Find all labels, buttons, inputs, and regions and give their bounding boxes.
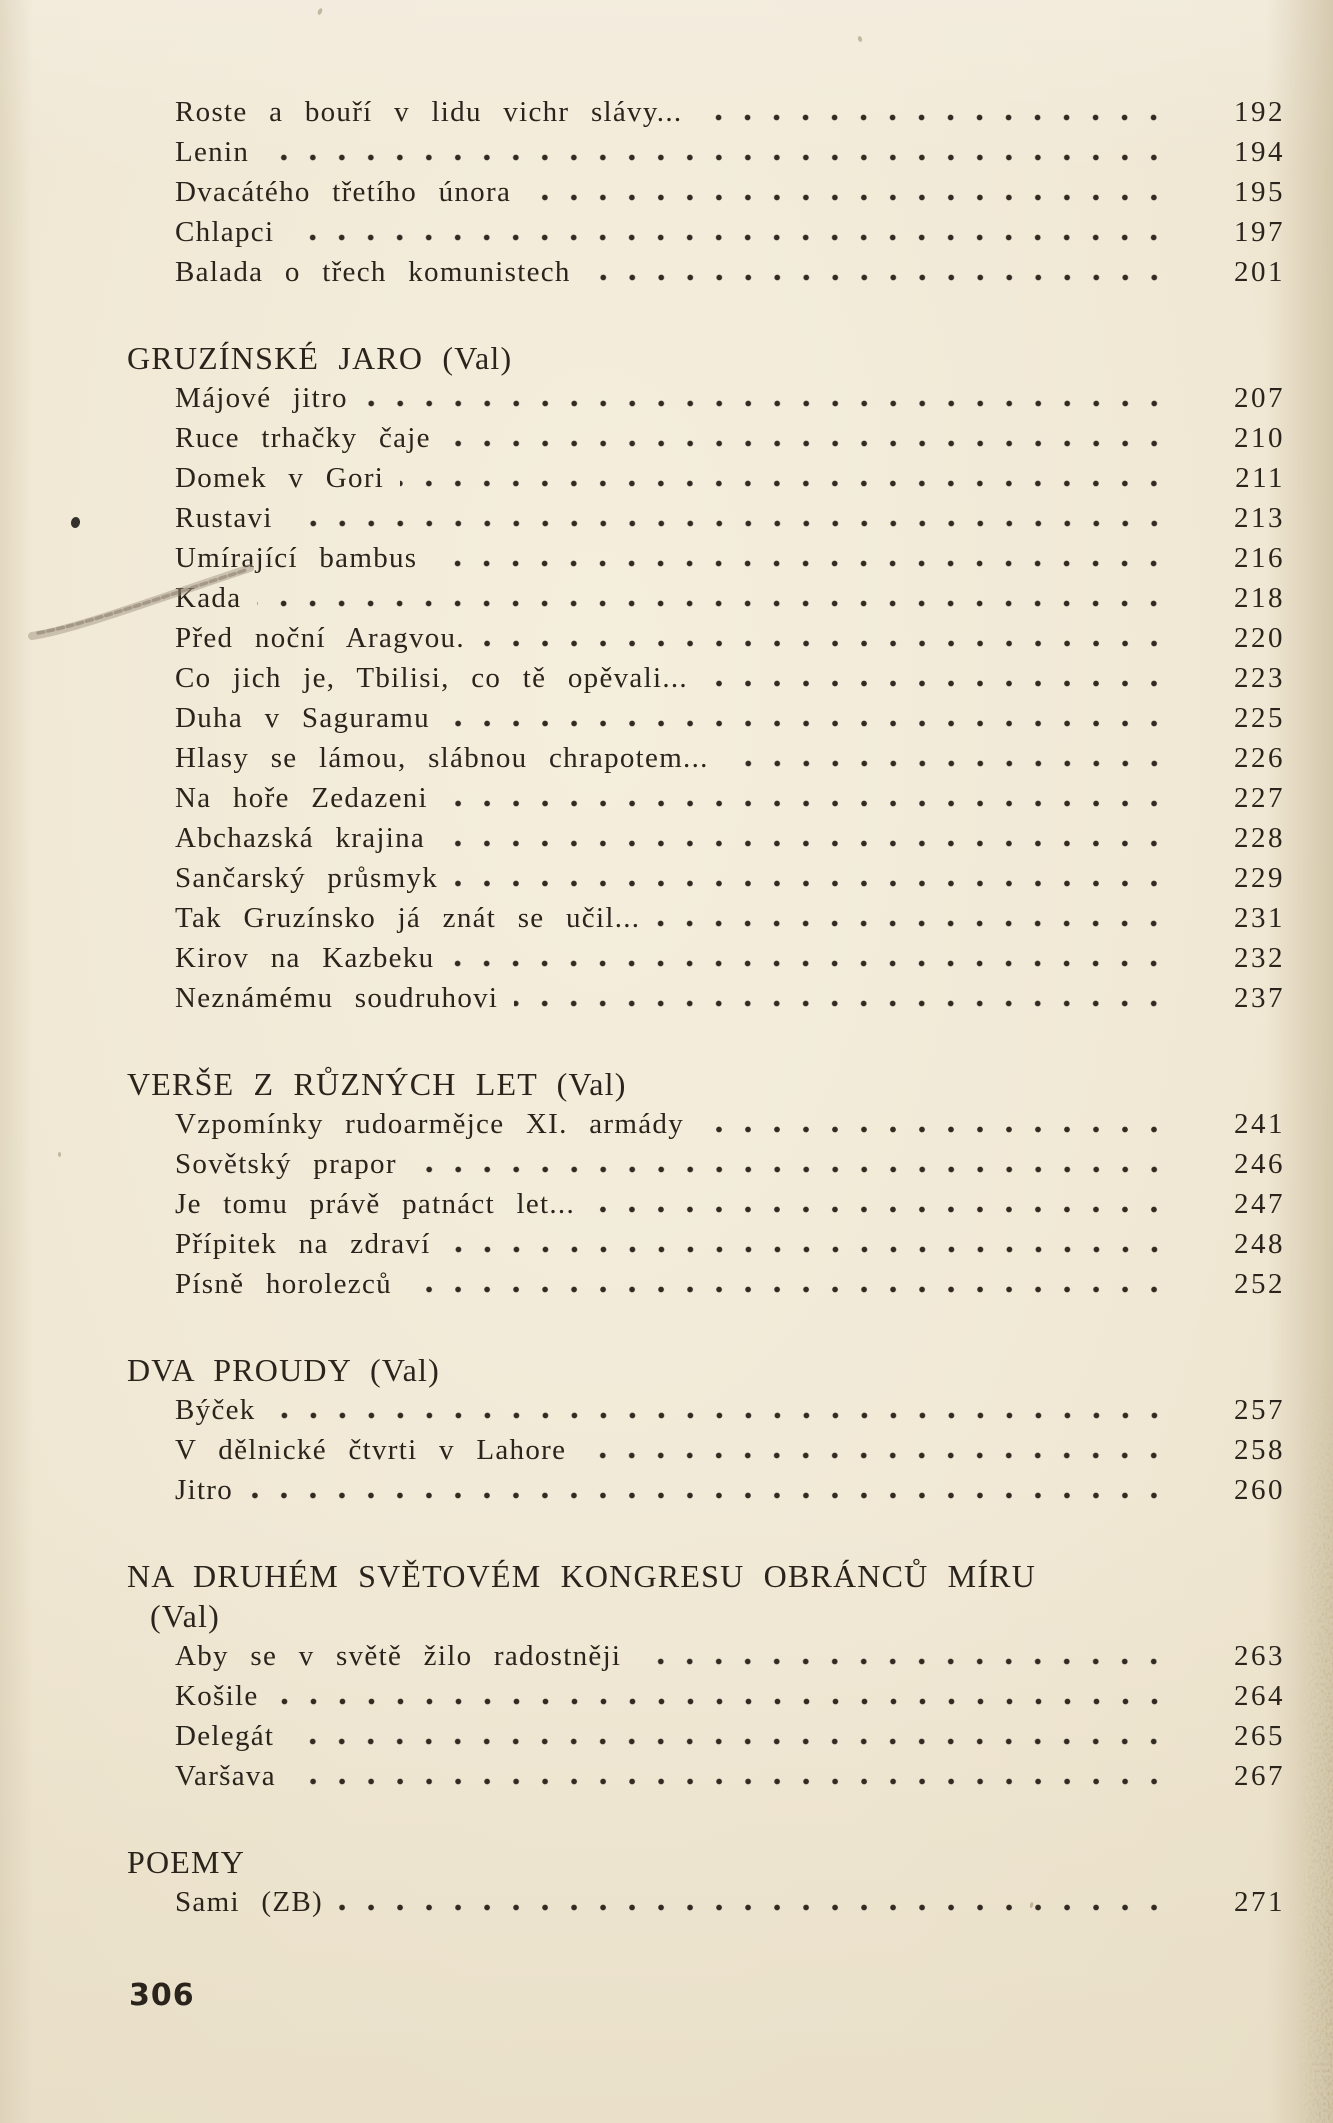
- dot-leader: [514, 1000, 1179, 1007]
- toc-entry-page: 210: [1234, 422, 1285, 454]
- dot-leader: [582, 1452, 1179, 1459]
- dot-leader: [704, 680, 1179, 687]
- toc-entry-title: Dvacátého třetího února: [175, 176, 512, 208]
- toc-entry: [175, 858, 1285, 898]
- toc-entry-title: Lenin: [175, 136, 250, 168]
- dot-leader: [444, 800, 1179, 807]
- section-heading: POEMY: [127, 1844, 246, 1880]
- toc-entry-page: 192: [1234, 96, 1285, 128]
- dot-leader: [364, 400, 1179, 407]
- toc-entry-title: Býček: [175, 1394, 256, 1426]
- toc-entry-page: 248: [1234, 1228, 1285, 1260]
- toc-entry-title: Je tomu právě patnáct let...: [175, 1188, 576, 1220]
- toc-entry: [175, 778, 1285, 818]
- toc-entry-page: 258: [1234, 1434, 1285, 1466]
- toc-section: [127, 1350, 1285, 1510]
- toc-entry-title: Umírající bambus: [175, 542, 418, 574]
- dot-leader: [481, 640, 1179, 647]
- toc-entry-title: Jitro: [175, 1474, 234, 1506]
- toc-entry-title: V dělnické čtvrti v Lahore: [175, 1434, 567, 1466]
- toc-entry-title: Přípitek na zdraví: [175, 1228, 431, 1260]
- toc-entry-page: 211: [1235, 462, 1285, 494]
- toc-entry-title: Ruce trhačky čaje: [175, 422, 431, 454]
- toc-entry: [175, 1636, 1285, 1676]
- toc-entry-page: 267: [1234, 1760, 1285, 1792]
- dot-leader: [591, 1206, 1179, 1213]
- toc-entry: [175, 458, 1285, 498]
- toc-entry-page: 237: [1234, 982, 1285, 1014]
- toc-entry-page: 216: [1234, 542, 1285, 574]
- toc-entry-title: Roste a bouří v lidu vichr slávy...: [175, 96, 683, 128]
- toc-entry-title: Sančarský průsmyk: [175, 862, 439, 894]
- dot-leader: [265, 154, 1179, 161]
- dot-leader: [275, 1698, 1179, 1705]
- toc-entry: [175, 1882, 1285, 1922]
- toc-section: [127, 338, 1285, 1018]
- section-heading: NA DRUHÉM SVĚTOVÉM KONGRESU OBRÁNCŮ MÍRU: [127, 1558, 1037, 1594]
- toc-entry-title: Rustavi: [175, 502, 273, 534]
- toc-entry: [175, 498, 1285, 538]
- toc-entry: [175, 1756, 1285, 1796]
- toc-entry-title: Balada o třech komunistech: [175, 256, 571, 288]
- toc-section: [127, 1842, 1285, 1922]
- toc-entry: [175, 938, 1285, 978]
- toc-entry-page: 231: [1234, 902, 1285, 934]
- dot-leader: [290, 234, 1179, 241]
- toc-entry: [175, 252, 1285, 292]
- toc-entry: [175, 132, 1285, 172]
- toc-entry: [175, 698, 1285, 738]
- toc-entry-page: 223: [1234, 662, 1285, 694]
- dot-leader: [656, 920, 1179, 927]
- toc-entry-page: 207: [1234, 382, 1285, 414]
- toc-entry-title: Delegát: [175, 1720, 275, 1752]
- toc-entry-title: Májové jitro: [175, 382, 348, 414]
- page-folio-number: 306: [129, 1978, 195, 2013]
- toc-entry-page: 227: [1234, 782, 1285, 814]
- dot-leader: [290, 1738, 1179, 1745]
- section-heading-continuation: (Val): [150, 1598, 220, 1634]
- toc-entry-title: Aby se v světě žilo radostněji: [175, 1640, 622, 1672]
- toc-entry-page: 260: [1234, 1474, 1285, 1506]
- dot-leader: [289, 520, 1179, 527]
- dot-leader: [292, 1778, 1179, 1785]
- toc-entry-title: Tak Gruzínsko já znát se učil...: [175, 902, 641, 934]
- toc-entry: [175, 1144, 1285, 1184]
- toc-entry-page: 271: [1234, 1886, 1285, 1918]
- toc-entry: [175, 538, 1285, 578]
- toc-entry-title: Abchazská krajina: [175, 822, 426, 854]
- toc-entry-page: 229: [1234, 862, 1285, 894]
- toc-entry-title: Košile: [175, 1680, 259, 1712]
- dot-leader: [257, 600, 1179, 607]
- toc-entry-title: Sovětský prapor: [175, 1148, 397, 1180]
- dot-leader: [587, 274, 1179, 281]
- pencil-smudge-mark: [18, 540, 268, 650]
- dot-leader: [725, 760, 1179, 767]
- toc-entry: [175, 578, 1285, 618]
- dot-leader: [450, 960, 1179, 967]
- dot-leader: [698, 114, 1179, 121]
- paper-speck: [58, 1152, 61, 1157]
- toc-entry-page: 232: [1234, 942, 1285, 974]
- toc-entry-title: Neznámému soudruhovi: [175, 982, 499, 1014]
- toc-entry-page: 197: [1234, 216, 1285, 248]
- toc-entry-page: 220: [1234, 622, 1285, 654]
- toc-entry: [175, 172, 1285, 212]
- toc-entry-title: Na hoře Zedazeni: [175, 782, 428, 814]
- toc-entry-page: 201: [1234, 256, 1285, 288]
- toc-entry-page: 263: [1234, 1640, 1285, 1672]
- toc-entry: [175, 1264, 1285, 1304]
- toc-entry-page: 228: [1234, 822, 1285, 854]
- toc-entry-page: 247: [1234, 1188, 1285, 1220]
- toc-entry-title: Co jich je, Tbilisi, co tě opěvali...: [175, 662, 688, 694]
- dot-leader: [700, 1126, 1179, 1133]
- toc-entry: [175, 1104, 1285, 1144]
- toc-entry: [175, 378, 1285, 418]
- toc-entry-title: Domek v Gori: [175, 462, 385, 494]
- toc-entry-page: 194: [1234, 136, 1285, 168]
- toc-entry-title: Písně horolezců: [175, 1268, 392, 1300]
- toc-entry-page: 213: [1234, 502, 1285, 534]
- dot-leader: [454, 880, 1179, 887]
- toc-entry-page: 226: [1234, 742, 1285, 774]
- toc-entry-page: 246: [1234, 1148, 1285, 1180]
- toc-section: [127, 1556, 1285, 1796]
- toc-entry: [175, 1430, 1285, 1470]
- toc-entry: [175, 1224, 1285, 1264]
- page-edge-foxing-texture: [1297, 1363, 1333, 2123]
- dot-leader: [408, 1286, 1179, 1293]
- toc-entry-page: 218: [1234, 582, 1285, 614]
- dot-leader: [527, 194, 1179, 201]
- dot-leader: [249, 1492, 1179, 1499]
- section-heading: DVA PROUDY (Val): [127, 1352, 440, 1388]
- section-heading: VERŠE Z RŮZNÝCH LET (Val): [127, 1066, 627, 1102]
- toc-entry: [175, 898, 1285, 938]
- toc-entry-page: 225: [1234, 702, 1285, 734]
- toc-entry-title: Hlasy se lámou, slábnou chrapotem...: [175, 742, 709, 774]
- toc-entry: [175, 618, 1285, 658]
- section-heading: GRUZÍNSKÉ JARO (Val): [127, 340, 513, 376]
- toc-entry-title: Vzpomínky rudoarmějce XI. armády: [175, 1108, 685, 1140]
- toc-entry-page: 257: [1234, 1394, 1285, 1426]
- toc-entry-page: 241: [1234, 1108, 1285, 1140]
- toc-entry-page: 252: [1234, 1268, 1285, 1300]
- toc-entry: [175, 92, 1285, 132]
- toc-entry-page: 195: [1234, 176, 1285, 208]
- toc-entry: [175, 212, 1285, 252]
- toc-entry: [175, 978, 1285, 1018]
- toc-entry-page: 265: [1234, 1720, 1285, 1752]
- toc-entry-title: Před noční Aragvou.: [175, 622, 465, 654]
- toc-entry-title: Kirov na Kazbeku: [175, 942, 435, 974]
- toc-entry: [175, 658, 1285, 698]
- dot-leader: [446, 720, 1179, 727]
- toc-entry: [175, 818, 1285, 858]
- toc-entry: [175, 738, 1285, 778]
- dot-leader: [433, 560, 1179, 567]
- toc-entry: [175, 418, 1285, 458]
- toc-entry: [175, 1470, 1285, 1510]
- toc-entry: [175, 1676, 1285, 1716]
- dot-leader: [441, 840, 1179, 847]
- toc-entry: [175, 1716, 1285, 1756]
- toc-entry: [175, 1184, 1285, 1224]
- toc-entry-title: Sami (ZB): [175, 1886, 323, 1918]
- dot-leader: [413, 1166, 1179, 1173]
- dot-leader: [339, 1904, 1179, 1911]
- toc-entry: [175, 1390, 1285, 1430]
- toc-section: [127, 1064, 1285, 1304]
- toc-entry-title: Varšava: [175, 1760, 276, 1792]
- dot-leader: [272, 1412, 1179, 1419]
- toc-entry-title: Duha v Saguramu: [175, 702, 430, 734]
- toc-section: [127, 92, 1285, 292]
- dot-leader: [400, 480, 1179, 487]
- toc-entry-page: 264: [1234, 1680, 1285, 1712]
- toc-entry-title: Chlapci: [175, 216, 275, 248]
- toc-entry-title: Kada: [175, 582, 242, 614]
- dot-leader: [447, 1246, 1179, 1253]
- dot-leader: [637, 1658, 1179, 1665]
- dot-leader: [447, 440, 1179, 447]
